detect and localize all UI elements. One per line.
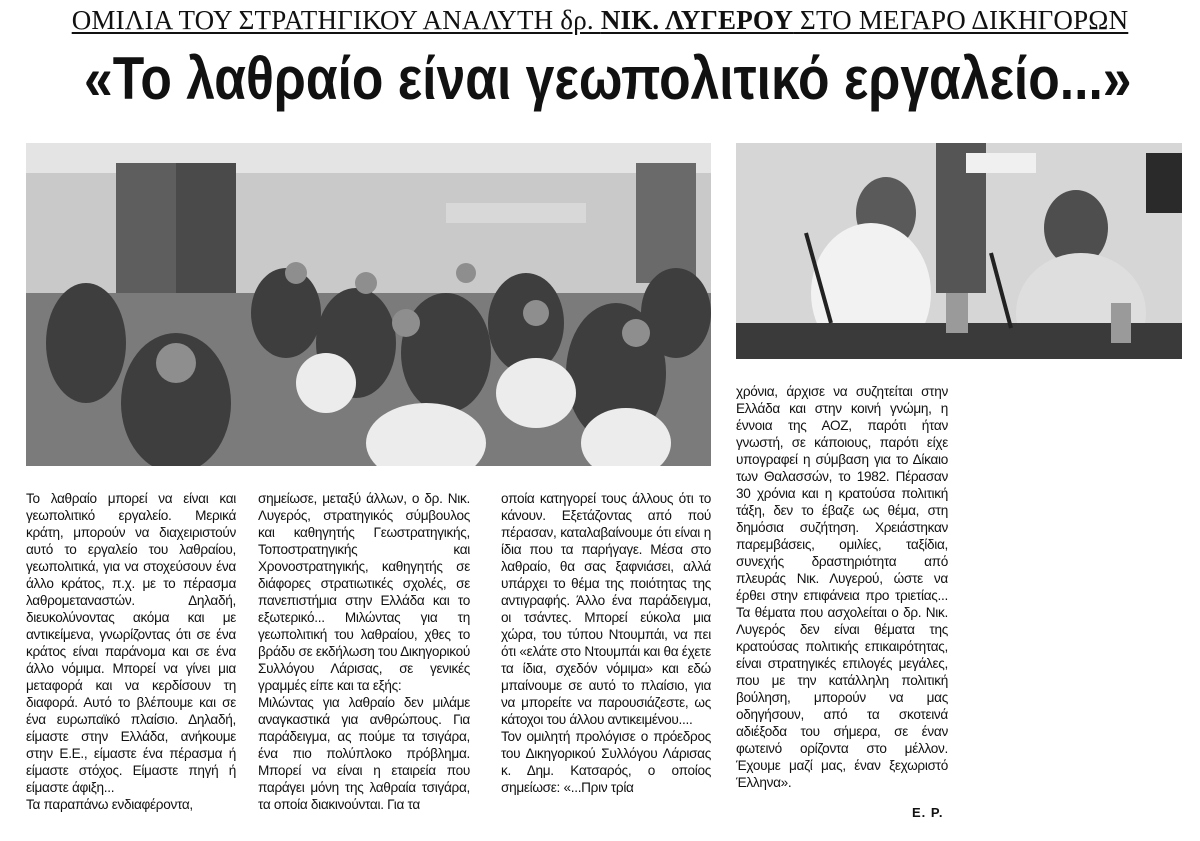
kicker-post-text: ΣΤΟ ΜΕΓΑΡΟ ΔΙΚΗΓΟΡΩΝ bbox=[793, 5, 1129, 35]
article-column-4: χρόνια, άρχισε να συζητείται στην Ελλάδα και στην κοινή γνώμη, η έννοια της ΑΟΖ, παρότι ήταν γνωστή, σε κάποιους, παρότι είχε υπογραφεί η σύμβαση για το Δίκαιο των Θαλασσών, το 1982. Πέρασαν 30 χρόνια και η κρατούσα πολιτική τάξη, δεν το έβαζε ως θέμα, στη δημόσια συζήτηση. Χρειάστηκαν παρεμβάσεις, ομιλίες, ταξίδια, συνεχής δραστηριότητα από πλευράς Νικ. Λυγερού, ώστε να έρθει στην επιφάνεια προ τριετίας... Τα θέματα που ασχολείται ο δρ. Νικ. Λυγερός δεν είναι θέματα της κρατούσας πολιτικής επικαιρότητας, είναι στρατηγικές επιλογές μεγάλες, που με την κατάλληλη πολιτική βούληση, μπορούν να μας οδηγήσουν, από τα σκοτεινά αδιέξοδα του σήμερα, σε έναν φωτεινό ορίζοντα στο μέλλον. Έχουμε μαζί μας, έναν ξεχωριστό Έλληνα». bbox=[736, 384, 948, 790]
article-column-1: Το λαθραίο μπορεί να είναι και γεωπολιτικό εργαλείο. Μερικά κράτη, μπορούν να διαχειριστούν αυτό το εργαλείο του λαθραίου, γεωπολιτικά, για να στοχεύσουν ένα άλλο κράτος, π.χ. με το πέρασμα λαθρομεταναστών. Δηλαδή, διευκολύνοντας ακόμα και με αντικείμενα, γνωρίζοντας ότι σε ένα κράτος είναι παράνομα και σε ένα άλλο νόμιμα. Μπορεί να γίνει μια μεταφορά και να κερδίσουν τη διαφορά. Αυτό το βλέπουμε και σε ένα ευρωπαϊκό πλαίσιο. Δηλαδή, είμαστε στην Ελλάδα, ανήκουμε στην Ε.Ε., είμαστε ένα πέρασμα ή είμαστε στόχος. Είμαστε πηγή ή είμαστε άφιξη... Τα παραπάνω ενδιαφέροντα, bbox=[26, 491, 236, 812]
kicker-pre-text: ΟΜΙΛΙΑ ΤΟΥ ΣΤΡΑΤΗΓΙΚΟΥ ΑΝΑΛΥΤΗ δρ. bbox=[71, 5, 601, 35]
kicker-speaker-name: ΝΙΚ. ΛΥΓΕΡΟΥ bbox=[600, 5, 794, 35]
audience-photo-graphic bbox=[26, 143, 711, 466]
audience-photo bbox=[26, 143, 711, 466]
article-column-2: σημείωσε, μεταξύ άλλων, ο δρ. Νικ. Λυγερός, στρατηγικός σύμβουλος και καθηγητής Γεωστρατηγικής, Τοποστρατηγικής και Χρονοστρατηγικής, καθηγητής σε διάφορες στρατιωτικές σχολές, σε πανεπιστήμια στην Ελλάδα και το εξωτερικό... Μιλώντας για τη γεωπολιτική του λαθραίου, χθες το βράδυ σε εκδήλωση του Δικηγορικού Συλλόγου Λάρισας, σε γενικές γραμμές είπε και τα εξής: Μιλώντας για λαθραίο δεν μιλάμε αναγκαστικά για ανθρώπους. Για παράδειγμα, ας πούμε τα τσιγάρα, ένα πιο πολύπλοκο πρόβλημα. Μπορεί να είναι η εταιρεία που παράγει μόνη της λαθραία τσιγάρα, τα οποία διακινούνται. Για τα bbox=[258, 491, 470, 812]
article-kicker bbox=[0, 4, 1200, 36]
panel-speakers-photo bbox=[736, 143, 1182, 359]
panel-speakers-photo-graphic bbox=[736, 143, 1182, 359]
article-column-3: οποία κατηγορεί τους άλλους ότι το κάνουν. Εξετάζοντας από πού πέρασαν, καταλαβαίνουμε ότι είναι η ίδια που τα παρήγαγε. Μέσα στο λαθραίο, θα σας ξαφνιάσει, αλλά υπάρχει το θέμα της ποιότητας της αντιγραφής. Άλλο ένα παράδειγμα, οι τσάντες. Μπορεί εύκολα μια χώρα, του τύπου Ντουμπάι, να πει ότι «ελάτε στο Ντουμπάι και θα έχετε τα ίδια, σχεδόν νόμιμα» και εδώ μπαίνουμε σε αυτό το πλαίσιο, για να μπορείτε να παρουσιάζεστε, ως κάτοχοι του άλλου αντικειμένου.... Τον ομιλητή προλόγισε ο πρόεδρος του Δικηγορικού Συλλόγου Λάρισας κ. Δημ. Κατσαρός, ο οποίος σημείωσε: «...Πριν τρία bbox=[501, 491, 711, 795]
author-signature: Ε. Ρ. bbox=[912, 805, 944, 820]
article-headline: «Το λαθραίο είναι γεωπολιτικό εργαλείο...» bbox=[84, 45, 1132, 112]
